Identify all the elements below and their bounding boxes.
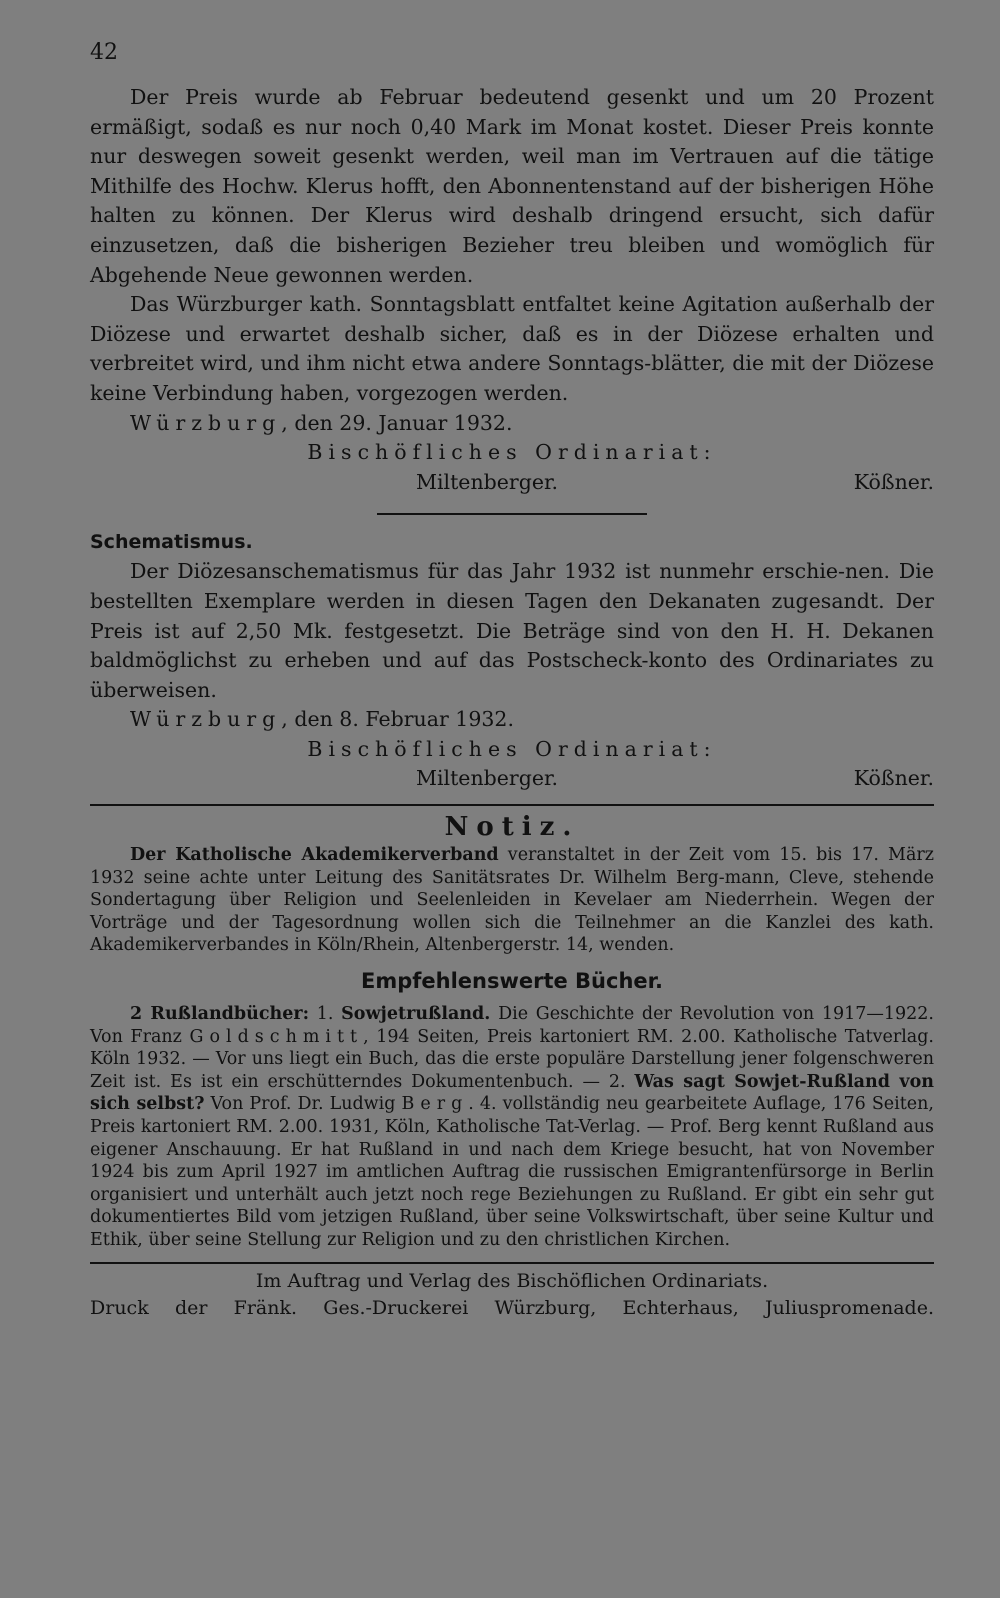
imprint-footer (90, 1268, 934, 1322)
paragraph-buecher (90, 1003, 934, 1252)
signer-miltenberger: Miltenberger. (415, 766, 559, 791)
buecher-lead: 2 Rußlandbücher: (130, 1004, 310, 1025)
paragraph-notiz (90, 844, 934, 957)
page-number: 42 (90, 40, 118, 65)
paragraph-agitation: Das Würzburger kath. Sonntagsblatt entfaltet keine Agitation außerhalb der Diözese und erwartet deshalb sicher, daß es in der Diözese erhalten und verbreitet wird, und ihm nicht etwa andere Sonntags-blätter, die mit der Diözese keine Verbindung haben, vorgezogen werden. (90, 292, 934, 405)
office-signature: Bischöfliches Ordinariat: (307, 736, 717, 761)
book-title-2: Was sagt Sowjet-Rußland von sich selbst? (90, 1071, 934, 1115)
paragraph-price: Der Preis wurde ab Februar bedeutend gesenkt und um 20 Prozent ermäßigt, sodaß es nur noch 0,40 Mark im Monat kostet. Dieser Preis konnte nur deswegen soweit gesenkt werden, weil man im Vertrauen auf die tätige Mithilfe des Hochw. Klerus hofft, den Abonnentenstand auf der bisherigen Höhe halten zu können. Der Klerus wird deshalb dringend ersucht, sich dafür einzusetzen, daß die bisherigen Bezieher treu bleiben und womöglich für Abgehende Neue gewonnen werden. (90, 85, 934, 287)
signer-koessner: Kößner. (853, 766, 934, 791)
signer-koessner: Kößner. (853, 469, 934, 494)
dateline-place: Würzburg (130, 707, 282, 732)
imprint-line-1: Im Auftrag und Verlag des Bischöflichen Ordinariats. (255, 1269, 769, 1292)
book-title-1: Sowjetrußland. (341, 1004, 491, 1025)
paragraph-schematismus: Der Diözesanschematismus für das Jahr 1932 ist nunmehr erschie-nen. Die bestellten Exemplare werden in diesen Tagen den Dekanaten zugesandt. Der Preis ist auf 2,50 Mk. festgesetzt. Die Beträge sind von den H. H. Dekanen baldmöglichst zu erheben und auf das Postscheck-konto des Ordinariates zu überweisen. (90, 559, 934, 702)
section-sonntagsblatt (90, 83, 934, 497)
text-run: 1. (309, 1004, 342, 1025)
signers-row (90, 764, 934, 794)
imprint-line-2: Druck der Fränk. Ges.-Druckerei Würzburg, Echterhaus, Juliuspromenade. (90, 1296, 934, 1319)
notiz-lead: Der Katholische Akademikerverband (130, 845, 499, 866)
text-run: . 4. vollständig neu gearbeitete Auflage, 176 Seiten, Preis kartoniert RM. 2.00. 1931, Köln, Katholische Tat-Verlag. — Prof. Berg kennt Rußland aus eigener Anschauung. Er hat Rußland in und nach dem Kriege besucht, hat von November 1924 bis zum April 1927 im amtlichen Auftrag die russischen Emigrantenfürsorge in Berlin organisiert und unterhält auch jetzt noch rege Beziehungen zu Rußland. Er gibt ein sehr gut dokumentiertes Bild vom jetzigen Rußland, über seine Volkswirtschaft, über seine Kultur und Ethik, über seine Stellung zur Religion und zu den christlichen Kirchen. (90, 1094, 934, 1250)
section-schematismus (90, 531, 934, 794)
text-run: Von Prof. Dr. Ludwig (204, 1094, 402, 1115)
author-goldschmitt: Goldschmitt (189, 1026, 364, 1047)
section-divider (377, 513, 647, 515)
dateline-date: , den 29. Januar 1932. (281, 410, 513, 435)
footer-divider (90, 1262, 934, 1264)
heading-schematismus: Schematismus. (90, 531, 253, 554)
dateline-date: , den 8. Februar 1932. (281, 707, 514, 732)
office-signature: Bischöfliches Ordinariat: (307, 440, 717, 465)
full-divider (90, 804, 934, 806)
text-run: , 194 Seiten, Preis kartoniert RM. 2.00. Katholische Tatverlag. Köln 1932. — Vor uns liegt ein Buch, das die erste populäre Darstellung jener folgenschweren Zeit ist. Es ist ein erschütterndes Dokumentenbuch. — 2. (90, 1026, 934, 1092)
text-run: Die Geschichte der Revolution von 1917—1922. Von Franz (90, 1004, 934, 1047)
heading-buecher: Empfehlenswerte Bücher. (360, 969, 663, 994)
dateline (90, 705, 934, 735)
section-buecher (90, 969, 934, 1252)
signer-miltenberger: Miltenberger. (415, 469, 559, 494)
dateline (90, 409, 934, 439)
section-notiz (90, 812, 934, 957)
signers-row (90, 468, 934, 498)
notiz-body: veranstaltet in der Zeit vom 15. bis 17. März 1932 seine achte unter Leitung des Sanitätsrates Dr. Wilhelm Berg-mann, Cleve, stehende Sondertagung über Religion und Seelenleiden in Kevelaer am Niederrhein. Wegen der Vorträge und der Tagesordnung wollen sich die Teilnehmer an die Kanzlei des kath. Akademikerverbandes in Köln/Rhein, Altenbergerstr. 14, wenden. (90, 845, 934, 956)
dateline-place: Würzburg (130, 410, 282, 435)
title-notiz: Notiz. (444, 812, 580, 843)
author-berg: Berg (401, 1094, 469, 1115)
